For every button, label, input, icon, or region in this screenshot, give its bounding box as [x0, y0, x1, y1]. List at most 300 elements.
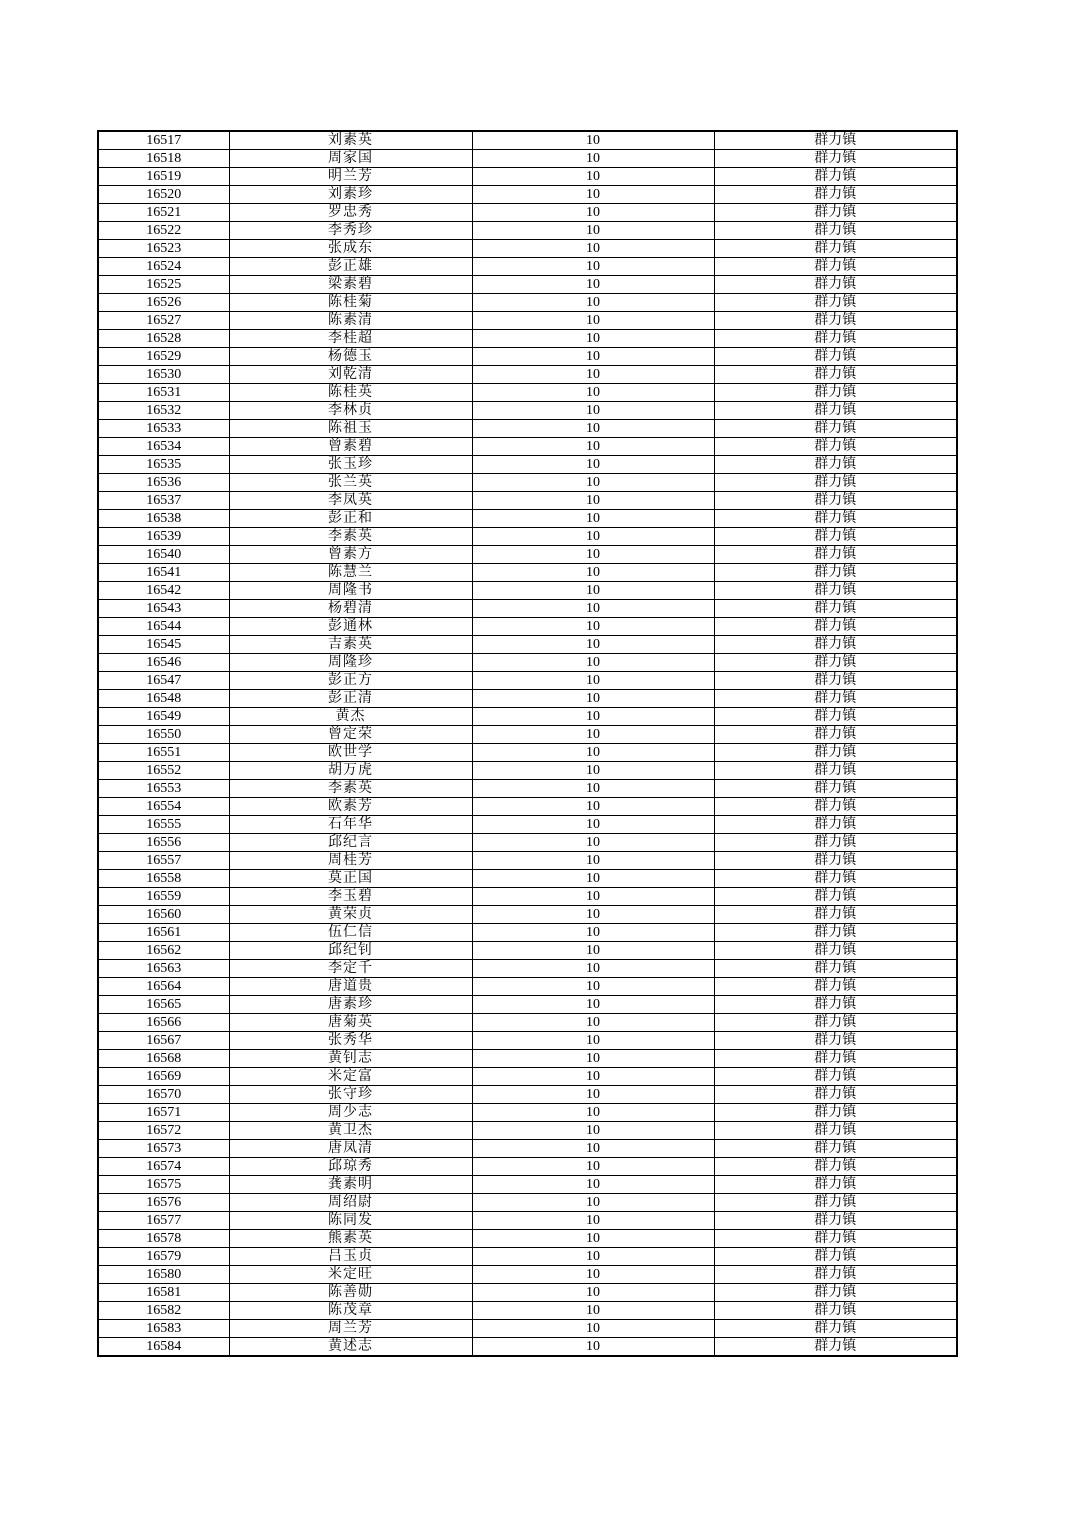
table-row [98, 564, 957, 582]
table-row [98, 618, 957, 636]
table-row [98, 852, 957, 870]
amount-cell: 10 [472, 258, 714, 276]
name-cell: 周绍尉 [229, 1194, 472, 1212]
id-cell: 16522 [98, 222, 229, 240]
name-cell: 周家国 [229, 150, 472, 168]
table-row [98, 168, 957, 186]
id-cell: 16555 [98, 816, 229, 834]
town-cell: 群力镇 [714, 1032, 957, 1050]
town-cell: 群力镇 [714, 672, 957, 690]
name-cell: 李定千 [229, 960, 472, 978]
town-cell: 群力镇 [714, 924, 957, 942]
id-cell: 16561 [98, 924, 229, 942]
town-cell: 群力镇 [714, 798, 957, 816]
amount-cell: 10 [472, 1176, 714, 1194]
town-cell: 群力镇 [714, 888, 957, 906]
table-row [98, 258, 957, 276]
name-cell: 陈桂菊 [229, 294, 472, 312]
table-row [98, 1086, 957, 1104]
id-cell: 16523 [98, 240, 229, 258]
table-row [98, 762, 957, 780]
name-cell: 明兰芳 [229, 168, 472, 186]
amount-cell: 10 [472, 150, 714, 168]
table-row [98, 510, 957, 528]
amount-cell: 10 [472, 960, 714, 978]
id-cell: 16527 [98, 312, 229, 330]
table-row [98, 1158, 957, 1176]
id-cell: 16552 [98, 762, 229, 780]
id-cell: 16533 [98, 420, 229, 438]
town-cell: 群力镇 [714, 1248, 957, 1266]
town-cell: 群力镇 [714, 1320, 957, 1338]
amount-cell: 10 [472, 708, 714, 726]
town-cell: 群力镇 [714, 474, 957, 492]
table-row [98, 582, 957, 600]
amount-cell: 10 [472, 1050, 714, 1068]
name-cell: 伍仁信 [229, 924, 472, 942]
amount-cell: 10 [472, 384, 714, 402]
amount-cell: 10 [472, 1266, 714, 1284]
amount-cell: 10 [472, 888, 714, 906]
town-cell: 群力镇 [714, 690, 957, 708]
name-cell: 李素英 [229, 780, 472, 798]
amount-cell: 10 [472, 1212, 714, 1230]
town-cell: 群力镇 [714, 1230, 957, 1248]
town-cell: 群力镇 [714, 1122, 957, 1140]
name-cell: 邱纪言 [229, 834, 472, 852]
town-cell: 群力镇 [714, 240, 957, 258]
town-cell: 群力镇 [714, 834, 957, 852]
id-cell: 16558 [98, 870, 229, 888]
id-cell: 16583 [98, 1320, 229, 1338]
table-row [98, 330, 957, 348]
table-row [98, 1320, 957, 1338]
name-cell: 吉素英 [229, 636, 472, 654]
amount-cell: 10 [472, 420, 714, 438]
name-cell: 黄卫杰 [229, 1122, 472, 1140]
name-cell: 彭正雄 [229, 258, 472, 276]
town-cell: 群力镇 [714, 996, 957, 1014]
name-cell: 米定旺 [229, 1266, 472, 1284]
town-cell: 群力镇 [714, 1194, 957, 1212]
table-row [98, 834, 957, 852]
amount-cell: 10 [472, 366, 714, 384]
town-cell: 群力镇 [714, 978, 957, 996]
name-cell: 石年华 [229, 816, 472, 834]
id-cell: 16565 [98, 996, 229, 1014]
town-cell: 群力镇 [714, 870, 957, 888]
name-cell: 李玉碧 [229, 888, 472, 906]
id-cell: 16570 [98, 1086, 229, 1104]
town-cell: 群力镇 [714, 1266, 957, 1284]
name-cell: 周隆珍 [229, 654, 472, 672]
name-cell: 熊素英 [229, 1230, 472, 1248]
id-cell: 16557 [98, 852, 229, 870]
id-cell: 16554 [98, 798, 229, 816]
name-cell: 唐凤清 [229, 1140, 472, 1158]
table-row [98, 888, 957, 906]
town-cell: 群力镇 [714, 636, 957, 654]
amount-cell: 10 [472, 1032, 714, 1050]
id-cell: 16542 [98, 582, 229, 600]
name-cell: 唐道贵 [229, 978, 472, 996]
table-row [98, 204, 957, 222]
id-cell: 16544 [98, 618, 229, 636]
id-cell: 16569 [98, 1068, 229, 1086]
name-cell: 陈祖玉 [229, 420, 472, 438]
id-cell: 16577 [98, 1212, 229, 1230]
table-row [98, 131, 957, 150]
name-cell: 彭通林 [229, 618, 472, 636]
table-row [98, 1212, 957, 1230]
id-cell: 16560 [98, 906, 229, 924]
id-cell: 16541 [98, 564, 229, 582]
town-cell: 群力镇 [714, 546, 957, 564]
id-cell: 16547 [98, 672, 229, 690]
table-row [98, 942, 957, 960]
id-cell: 16545 [98, 636, 229, 654]
name-cell: 黄述志 [229, 1338, 472, 1357]
id-cell: 16528 [98, 330, 229, 348]
name-cell: 曾素方 [229, 546, 472, 564]
town-cell: 群力镇 [714, 906, 957, 924]
town-cell: 群力镇 [714, 1212, 957, 1230]
amount-cell: 10 [472, 510, 714, 528]
town-cell: 群力镇 [714, 528, 957, 546]
id-cell: 16526 [98, 294, 229, 312]
amount-cell: 10 [472, 798, 714, 816]
amount-cell: 10 [472, 222, 714, 240]
name-cell: 周少志 [229, 1104, 472, 1122]
amount-cell: 10 [472, 600, 714, 618]
name-cell: 梁素碧 [229, 276, 472, 294]
amount-cell: 10 [472, 942, 714, 960]
table-row [98, 816, 957, 834]
town-cell: 群力镇 [714, 294, 957, 312]
table-row [98, 1050, 957, 1068]
name-cell: 杨德玉 [229, 348, 472, 366]
town-cell: 群力镇 [714, 168, 957, 186]
table-row [98, 1014, 957, 1032]
table-row [98, 708, 957, 726]
amount-cell: 10 [472, 1230, 714, 1248]
name-cell: 李秀珍 [229, 222, 472, 240]
amount-cell: 10 [472, 924, 714, 942]
amount-cell: 10 [472, 744, 714, 762]
amount-cell: 10 [472, 240, 714, 258]
town-cell: 群力镇 [714, 744, 957, 762]
table-row [98, 1104, 957, 1122]
amount-cell: 10 [472, 780, 714, 798]
amount-cell: 10 [472, 294, 714, 312]
name-cell: 刘乾清 [229, 366, 472, 384]
town-cell: 群力镇 [714, 1338, 957, 1357]
town-cell: 群力镇 [714, 456, 957, 474]
id-cell: 16571 [98, 1104, 229, 1122]
amount-cell: 10 [472, 870, 714, 888]
town-cell: 群力镇 [714, 816, 957, 834]
table-row [98, 1032, 957, 1050]
id-cell: 16529 [98, 348, 229, 366]
id-cell: 16582 [98, 1302, 229, 1320]
name-cell: 陈素清 [229, 312, 472, 330]
table-row [98, 960, 957, 978]
table-row [98, 150, 957, 168]
table-row [98, 744, 957, 762]
id-cell: 16568 [98, 1050, 229, 1068]
name-cell: 张兰英 [229, 474, 472, 492]
name-cell: 黄荣贞 [229, 906, 472, 924]
table-row [98, 726, 957, 744]
amount-cell: 10 [472, 1122, 714, 1140]
id-cell: 16551 [98, 744, 229, 762]
town-cell: 群力镇 [714, 402, 957, 420]
table-row [98, 186, 957, 204]
id-cell: 16556 [98, 834, 229, 852]
name-cell: 彭正方 [229, 672, 472, 690]
town-cell: 群力镇 [714, 276, 957, 294]
id-cell: 16521 [98, 204, 229, 222]
town-cell: 群力镇 [714, 330, 957, 348]
id-cell: 16567 [98, 1032, 229, 1050]
town-cell: 群力镇 [714, 582, 957, 600]
name-cell: 周桂芳 [229, 852, 472, 870]
town-cell: 群力镇 [714, 600, 957, 618]
amount-cell: 10 [472, 834, 714, 852]
town-cell: 群力镇 [714, 1104, 957, 1122]
table-row [98, 870, 957, 888]
amount-cell: 10 [472, 636, 714, 654]
id-cell: 16549 [98, 708, 229, 726]
amount-cell: 10 [472, 474, 714, 492]
table-row [98, 474, 957, 492]
amount-cell: 10 [472, 816, 714, 834]
town-cell: 群力镇 [714, 618, 957, 636]
id-cell: 16564 [98, 978, 229, 996]
amount-cell: 10 [472, 168, 714, 186]
town-cell: 群力镇 [714, 438, 957, 456]
table-row [98, 924, 957, 942]
town-cell: 群力镇 [714, 708, 957, 726]
table-row [98, 636, 957, 654]
town-cell: 群力镇 [714, 510, 957, 528]
table-row [98, 438, 957, 456]
id-cell: 16538 [98, 510, 229, 528]
table-row [98, 780, 957, 798]
id-cell: 16563 [98, 960, 229, 978]
id-cell: 16550 [98, 726, 229, 744]
town-cell: 群力镇 [714, 1176, 957, 1194]
id-cell: 16572 [98, 1122, 229, 1140]
table-row [98, 654, 957, 672]
name-cell: 曾定荣 [229, 726, 472, 744]
town-cell: 群力镇 [714, 492, 957, 510]
town-cell: 群力镇 [714, 348, 957, 366]
name-cell: 胡万虎 [229, 762, 472, 780]
name-cell: 唐素珍 [229, 996, 472, 1014]
id-cell: 16548 [98, 690, 229, 708]
name-cell: 彭正清 [229, 690, 472, 708]
id-cell: 16580 [98, 1266, 229, 1284]
amount-cell: 10 [472, 402, 714, 420]
amount-cell: 10 [472, 1086, 714, 1104]
amount-cell: 10 [472, 131, 714, 150]
id-cell: 16525 [98, 276, 229, 294]
id-cell: 16576 [98, 1194, 229, 1212]
name-cell: 李林贞 [229, 402, 472, 420]
name-cell: 唐菊英 [229, 1014, 472, 1032]
table-row [98, 1122, 957, 1140]
town-cell: 群力镇 [714, 186, 957, 204]
table-row [98, 1302, 957, 1320]
table-row [98, 456, 957, 474]
amount-cell: 10 [472, 330, 714, 348]
town-cell: 群力镇 [714, 654, 957, 672]
id-cell: 16543 [98, 600, 229, 618]
table-row [98, 528, 957, 546]
amount-cell: 10 [472, 186, 714, 204]
id-cell: 16553 [98, 780, 229, 798]
table-row [98, 1140, 957, 1158]
name-cell: 陈善勋 [229, 1284, 472, 1302]
id-cell: 16530 [98, 366, 229, 384]
town-cell: 群力镇 [714, 384, 957, 402]
town-cell: 群力镇 [714, 564, 957, 582]
amount-cell: 10 [472, 456, 714, 474]
table-row [98, 348, 957, 366]
id-cell: 16566 [98, 1014, 229, 1032]
table-row [98, 1338, 957, 1357]
id-cell: 16575 [98, 1176, 229, 1194]
records-table [97, 130, 958, 1357]
name-cell: 张玉珍 [229, 456, 472, 474]
amount-cell: 10 [472, 582, 714, 600]
id-cell: 16524 [98, 258, 229, 276]
name-cell: 陈茂章 [229, 1302, 472, 1320]
table-row [98, 1194, 957, 1212]
name-cell: 陈慧兰 [229, 564, 472, 582]
table-row [98, 996, 957, 1014]
table-row [98, 1176, 957, 1194]
table-row [98, 798, 957, 816]
name-cell: 陈桂英 [229, 384, 472, 402]
town-cell: 群力镇 [714, 762, 957, 780]
town-cell: 群力镇 [714, 726, 957, 744]
town-cell: 群力镇 [714, 1302, 957, 1320]
amount-cell: 10 [472, 672, 714, 690]
name-cell: 黄杰 [229, 708, 472, 726]
id-cell: 16539 [98, 528, 229, 546]
table-row [98, 222, 957, 240]
amount-cell: 10 [472, 852, 714, 870]
town-cell: 群力镇 [714, 780, 957, 798]
table-row [98, 1248, 957, 1266]
name-cell: 欧世学 [229, 744, 472, 762]
amount-cell: 10 [472, 276, 714, 294]
id-cell: 16535 [98, 456, 229, 474]
amount-cell: 10 [472, 1104, 714, 1122]
name-cell: 周兰芳 [229, 1320, 472, 1338]
name-cell: 刘素英 [229, 131, 472, 150]
table-row [98, 240, 957, 258]
amount-cell: 10 [472, 1194, 714, 1212]
name-cell: 黄钊志 [229, 1050, 472, 1068]
amount-cell: 10 [472, 492, 714, 510]
name-cell: 李凤英 [229, 492, 472, 510]
name-cell: 莫正国 [229, 870, 472, 888]
id-cell: 16519 [98, 168, 229, 186]
town-cell: 群力镇 [714, 131, 957, 150]
name-cell: 张守珍 [229, 1086, 472, 1104]
amount-cell: 10 [472, 546, 714, 564]
name-cell: 周隆书 [229, 582, 472, 600]
name-cell: 陈同发 [229, 1212, 472, 1230]
name-cell: 李素英 [229, 528, 472, 546]
table-row [98, 906, 957, 924]
id-cell: 16534 [98, 438, 229, 456]
table-row [98, 402, 957, 420]
table-row [98, 492, 957, 510]
id-cell: 16532 [98, 402, 229, 420]
amount-cell: 10 [472, 1140, 714, 1158]
records-table-body [98, 131, 957, 1356]
table-row [98, 978, 957, 996]
table-row [98, 276, 957, 294]
table-row [98, 312, 957, 330]
id-cell: 16584 [98, 1338, 229, 1357]
id-cell: 16581 [98, 1284, 229, 1302]
table-row [98, 384, 957, 402]
id-cell: 16559 [98, 888, 229, 906]
amount-cell: 10 [472, 1338, 714, 1357]
amount-cell: 10 [472, 1284, 714, 1302]
town-cell: 群力镇 [714, 1014, 957, 1032]
amount-cell: 10 [472, 726, 714, 744]
town-cell: 群力镇 [714, 1158, 957, 1176]
amount-cell: 10 [472, 1014, 714, 1032]
id-cell: 16517 [98, 131, 229, 150]
name-cell: 罗忠秀 [229, 204, 472, 222]
id-cell: 16531 [98, 384, 229, 402]
town-cell: 群力镇 [714, 420, 957, 438]
table-row [98, 366, 957, 384]
amount-cell: 10 [472, 654, 714, 672]
id-cell: 16573 [98, 1140, 229, 1158]
table-row [98, 1068, 957, 1086]
amount-cell: 10 [472, 1158, 714, 1176]
amount-cell: 10 [472, 906, 714, 924]
id-cell: 16574 [98, 1158, 229, 1176]
name-cell: 龚素明 [229, 1176, 472, 1194]
table-row [98, 690, 957, 708]
id-cell: 16578 [98, 1230, 229, 1248]
town-cell: 群力镇 [714, 204, 957, 222]
town-cell: 群力镇 [714, 960, 957, 978]
table-row [98, 1266, 957, 1284]
amount-cell: 10 [472, 978, 714, 996]
amount-cell: 10 [472, 690, 714, 708]
town-cell: 群力镇 [714, 1086, 957, 1104]
name-cell: 曾素碧 [229, 438, 472, 456]
id-cell: 16536 [98, 474, 229, 492]
town-cell: 群力镇 [714, 258, 957, 276]
amount-cell: 10 [472, 1302, 714, 1320]
town-cell: 群力镇 [714, 942, 957, 960]
id-cell: 16579 [98, 1248, 229, 1266]
id-cell: 16520 [98, 186, 229, 204]
amount-cell: 10 [472, 348, 714, 366]
amount-cell: 10 [472, 564, 714, 582]
